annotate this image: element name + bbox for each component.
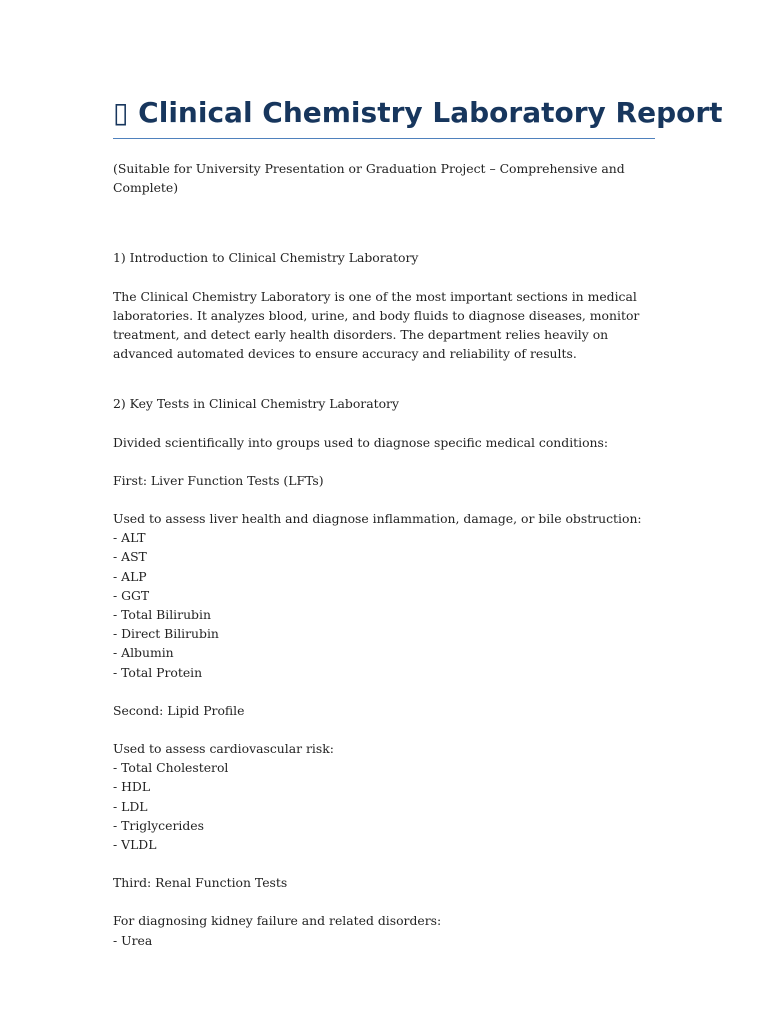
list-item: - Urea: [113, 932, 153, 948]
section-heading-intro: 1) Introduction to Clinical Chemistry Laboratory: [113, 250, 419, 266]
list-item: - Total Protein: [113, 664, 203, 680]
title-block: [113, 94, 723, 139]
group-desc-lft: Used to assess liver health and diagnose inflammation, damage, or bile obstruction:: [113, 511, 642, 527]
list-item: - ALT: [113, 530, 146, 546]
group-desc-renal: For diagnosing kidney failure and related disorders:: [113, 913, 442, 929]
list-item: - Triglycerides: [113, 817, 204, 833]
group-desc-lipid: Used to assess cardiovascular risk:: [113, 741, 334, 757]
title-placeholder-icon: ▯: [113, 96, 129, 129]
list-item: - Total Cholesterol: [113, 760, 229, 776]
group-heading-renal: Third: Renal Function Tests: [113, 875, 288, 891]
list-item: - Total Bilirubin: [113, 607, 211, 623]
document-body: [113, 159, 658, 950]
list-item: - Albumin: [113, 645, 174, 661]
section-heading-key-tests: 2) Key Tests in Clinical Chemistry Laboratory: [113, 396, 399, 412]
group-heading-lipid: Second: Lipid Profile: [113, 702, 245, 718]
page-title: [113, 94, 723, 132]
list-item: - LDL: [113, 798, 148, 814]
test-list-lft: [113, 528, 658, 682]
test-list-renal: [113, 931, 658, 950]
intro-paragraph: The Clinical Chemistry Laboratory is one of the most important sections in medical laboratories. It analyzes blood, urine, and body fluids to diagnose diseases, monitor treatment, and detect early health disorders. The department relies heavily on advanced automated devices to ensure accuracy and reliability of results.: [113, 288, 640, 362]
list-item: - AST: [113, 549, 147, 565]
list-item: - Direct Bilirubin: [113, 626, 219, 642]
key-tests-intro: Divided scientifically into groups used to diagnose specific medical conditions:: [113, 434, 609, 450]
list-item: - GGT: [113, 587, 150, 603]
subtitle: (Suitable for University Presentation or Graduation Project – Comprehensive and Complete): [113, 161, 625, 196]
test-list-lipid: [113, 758, 658, 854]
list-item: - HDL: [113, 779, 151, 795]
list-item: - VLDL: [113, 837, 157, 853]
list-item: - ALP: [113, 568, 147, 584]
title-text: Clinical Chemistry Laboratory Report: [138, 96, 723, 129]
group-heading-lft: First: Liver Function Tests (LFTs): [113, 472, 324, 488]
